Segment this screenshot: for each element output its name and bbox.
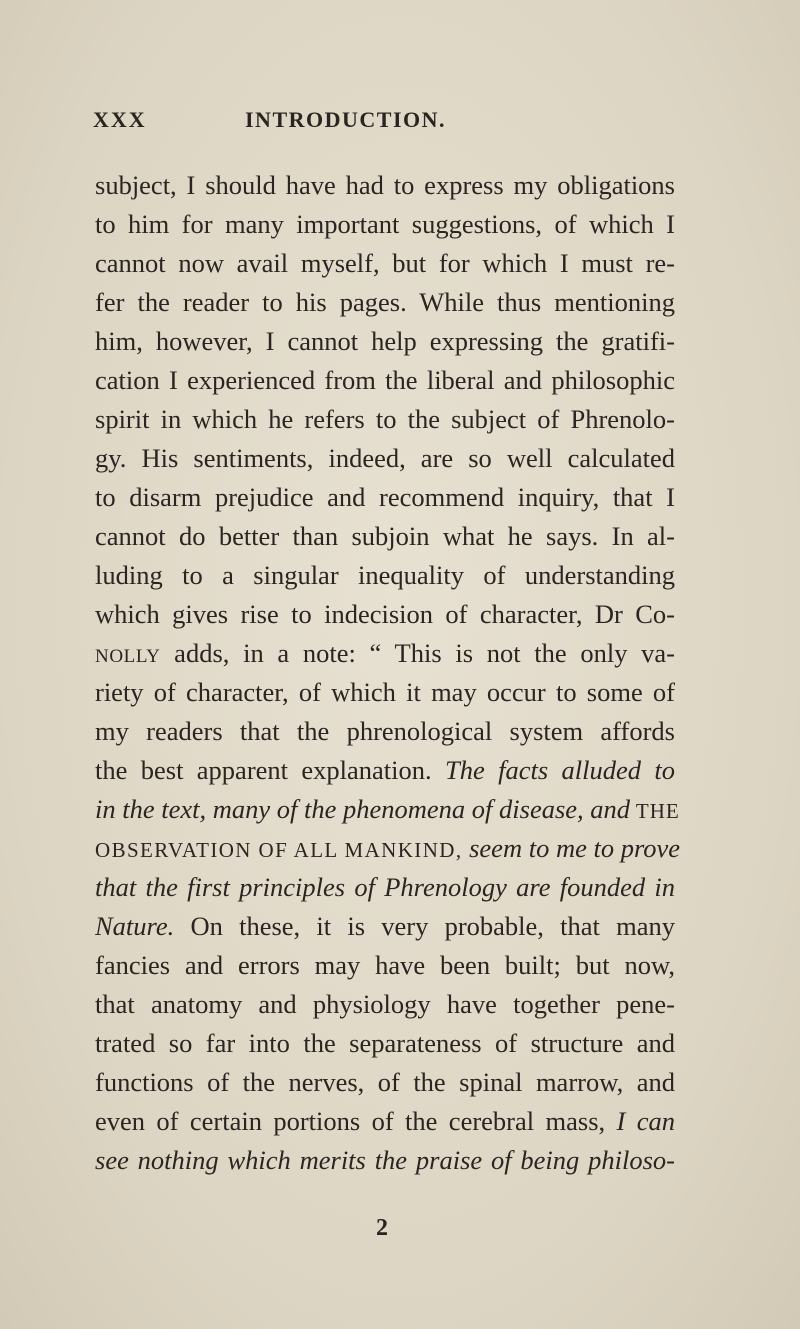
page-number-roman: XXX — [93, 107, 147, 132]
text-line: cation I experienced from the liberal and philosophic — [95, 365, 675, 395]
text-line: fancies and errors may have been built; but now, — [95, 950, 675, 980]
text-line: luding to a singular inequality of understanding — [95, 560, 675, 590]
text-line — [95, 1065, 675, 1099]
italic-text-run: seem to me to prove — [462, 833, 681, 863]
italic-text-run: I can — [616, 1106, 675, 1136]
text-run: functions of the nerves, of the spinal marrow, and — [95, 1067, 675, 1097]
text-line — [95, 1104, 675, 1138]
text-line: cannot now avail myself, but for which I must re- — [95, 248, 675, 278]
text-line: cannot do better than subjoin what he says. In al- — [95, 521, 675, 551]
text-line: my readers that the phrenological system affords — [95, 716, 675, 746]
text-run: trated so far into the separateness of structure and — [95, 1028, 675, 1058]
text-line: fer the reader to his pages. While thus mentioning — [95, 287, 675, 317]
caps-text-run: OBSERVATION OF ALL MANKIND, — [95, 838, 463, 862]
italic-text-run: in the text, many of the phenomena of disease, and — [95, 794, 631, 824]
text-line — [95, 831, 681, 867]
text-line: to him for many important suggestions, of which I — [95, 209, 675, 239]
author-name-smallcaps: nolly — [95, 638, 161, 668]
text-line: which gives rise to indecision of character, Dr Co- — [95, 599, 675, 629]
text-line: him, however, I cannot help expressing the gratifi- — [95, 326, 675, 356]
text-line — [95, 792, 680, 828]
italic-text-run: see nothing which merits the praise of being philoso- — [95, 1145, 675, 1175]
text-line: riety of character, of which it may occur to some of — [95, 677, 675, 707]
text-run: On these, it is very probable, that many — [174, 911, 675, 941]
italic-text-run: Nature. — [95, 911, 175, 941]
text-line: subject, I should have had to express my obligations — [95, 170, 675, 200]
caps-text-run: THE — [630, 799, 680, 823]
page-header — [93, 107, 713, 141]
italic-text-run: The facts alluded to — [445, 755, 675, 785]
text-line — [95, 1143, 675, 1177]
signature-mark: 2 — [376, 1215, 388, 1241]
text-line: to disarm prejudice and recommend inquiry, that I — [95, 482, 675, 512]
running-head: INTRODUCTION. — [245, 107, 447, 132]
text-line: spirit in which he refers to the subject of Phrenolo- — [95, 404, 675, 434]
text-run: even of certain portions of the cerebral mass, — [95, 1106, 617, 1136]
text-line — [95, 753, 675, 787]
text-line: that anatomy and physiology have together pene- — [95, 989, 675, 1019]
text-run: adds, in a note: “ This is not the only va- — [160, 638, 675, 668]
text-line — [95, 1026, 675, 1060]
text-line: that the first principles of Phrenology are founded in — [95, 872, 675, 902]
text-line — [95, 909, 675, 943]
text-line: gy. His sentiments, indeed, are so well calculated — [95, 443, 675, 473]
text-line — [95, 636, 675, 670]
text-run: the best apparent explanation. — [95, 755, 445, 785]
